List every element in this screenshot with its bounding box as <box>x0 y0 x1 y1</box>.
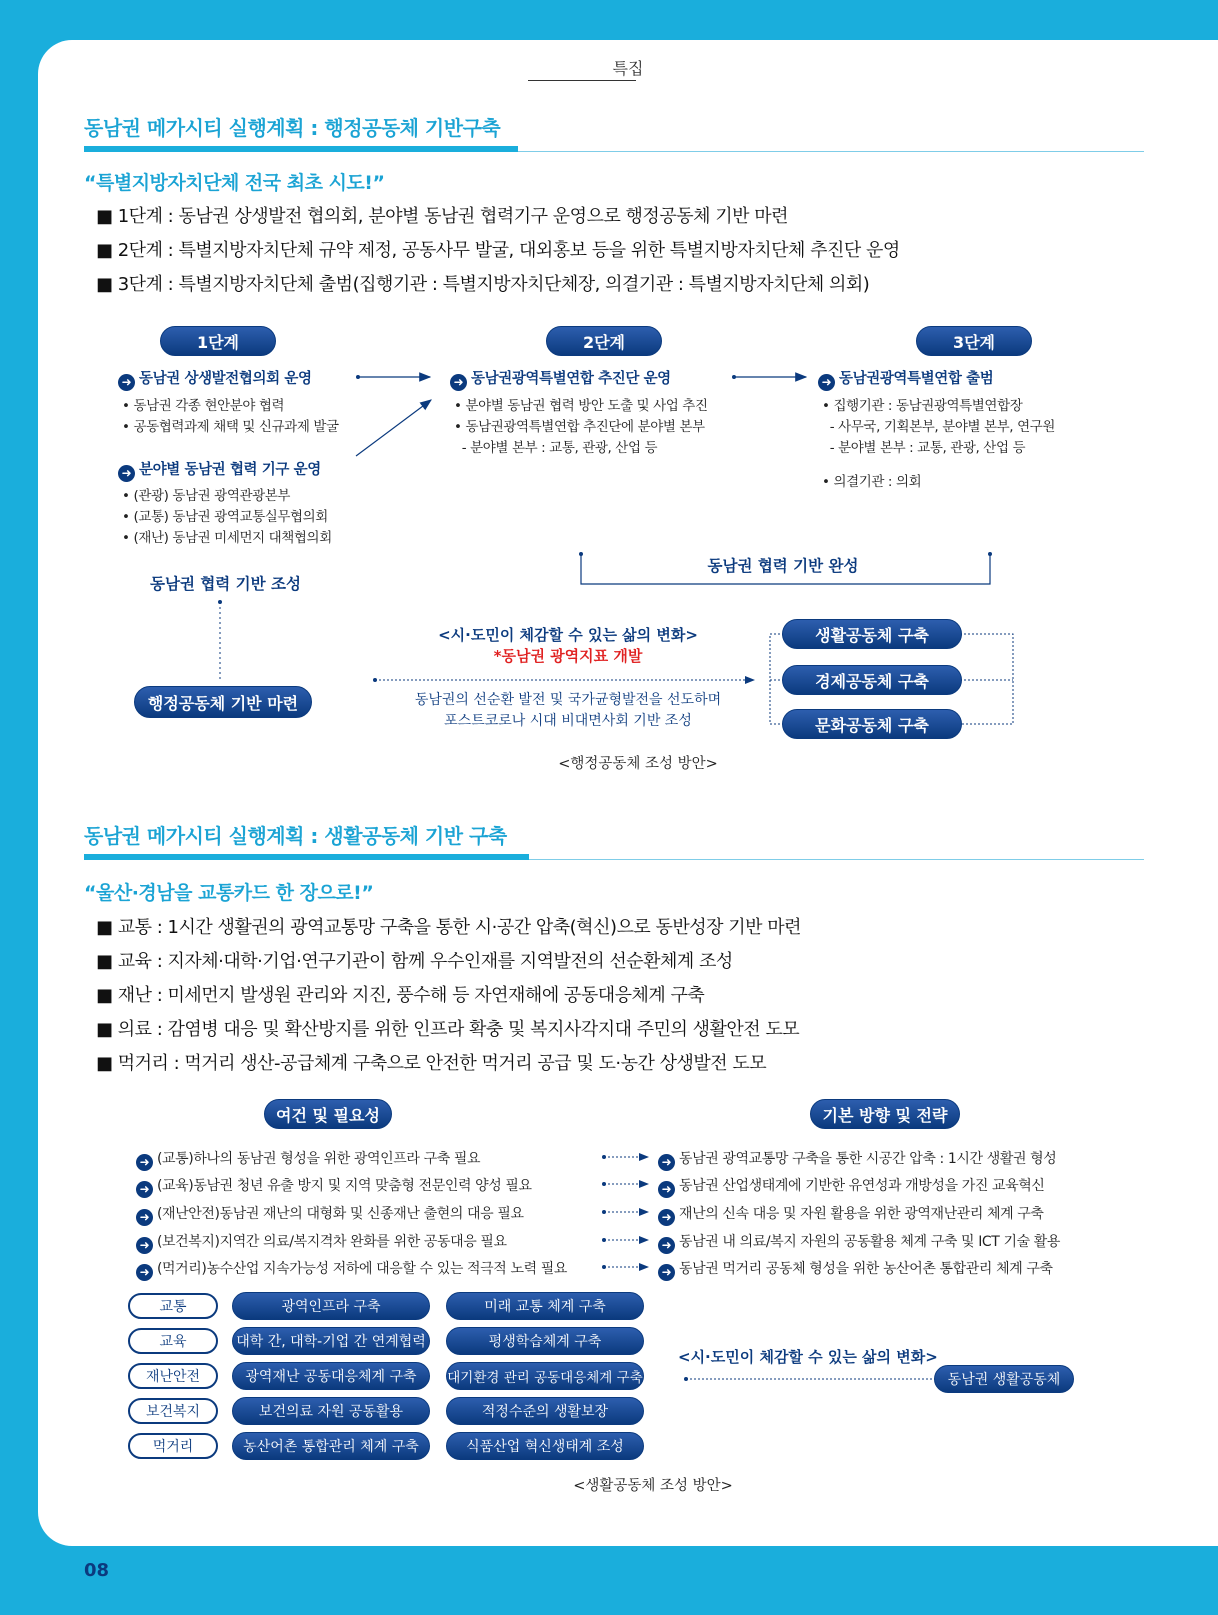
section2-bullet: ■ 교육 : 지자체·대학·기업·연구기관이 함께 우수인재를 지역발전의 선순환체계 조성 <box>96 951 733 972</box>
action-pill: 대기환경 관리 공동대응체계 구축 <box>446 1362 644 1390</box>
stage1-heading: ➜ 동남권 상생발전협의회 운영 <box>118 367 312 391</box>
category-pill: 재난안전 <box>128 1363 218 1389</box>
result-pill: 동남권 생활공동체 <box>934 1365 1074 1393</box>
base-complete-label: 동남권 협력 기반 완성 <box>707 557 859 575</box>
arrow-circle-icon: ➜ <box>136 1209 153 1226</box>
outcome-pill: 생활공동체 구축 <box>782 619 962 649</box>
arrow-circle-icon: ➜ <box>450 374 467 391</box>
stage1-item: • (교통) 동남권 광역교통실무협의회 <box>122 509 328 525</box>
need-item: ➜ (보건복지)지역간 의료/복지격차 완화를 위한 공동대응 필요 <box>136 1231 507 1254</box>
section2-bullet: ■ 재난 : 미세먼지 발생원 관리와 지진, 풍수해 등 자연재해에 공동대응체계 구축 <box>96 985 705 1006</box>
strategy-item: ➜ 동남권 산업생태계에 기반한 유연성과 개방성을 가진 교육혁신 <box>658 1175 1045 1198</box>
category-pill: 교육 <box>128 1328 218 1354</box>
strategy-item: ➜ 동남권 내 의료/복지 자원의 공동활용 체계 구축 및 ICT 기술 활용 <box>658 1231 1060 1254</box>
need-item: ➜ (먹거리)농수산업 지속가능성 저하에 대응할 수 있는 적극적 노력 필요 <box>136 1258 567 1281</box>
arrow-circle-icon: ➜ <box>658 1237 675 1254</box>
need-item: ➜ (재난안전)동남권 재난의 대형화 및 신종재난 출현의 대응 필요 <box>136 1203 524 1226</box>
action-pill: 평생학습체계 구축 <box>446 1327 644 1355</box>
stage2-item: • 동남권광역특별연합 추진단에 분야별 본부 <box>454 419 705 435</box>
section2-title: 동남권 메가시티 실행계획 : 생활공동체 기반 구축 <box>84 824 507 848</box>
section2-connectors <box>38 40 1218 1546</box>
section1-bullet: ■ 3단계 : 특별지방자치단체 출범(집행기관 : 특별지방자치단체장, 의결기관 : 특별지방자치단체 의회) <box>96 274 870 295</box>
section2-bullet: ■ 의료 : 감염병 대응 및 확산방지를 위한 인프라 확충 및 복지사각지대 주민의 생활안전 도모 <box>96 1019 800 1040</box>
section1-bullet: ■ 2단계 : 특별지방자치단체 규약 제정, 공동사무 발굴, 대외홍보 등을 위한 특별지방자치단체 추진단 운영 <box>96 240 900 261</box>
action-pill: 적정수준의 생활보장 <box>446 1397 644 1425</box>
action-pill: 식품산업 혁신생태계 조성 <box>446 1432 644 1460</box>
section1-quote: “특별지방자치단체 전국 최초 시도!” <box>84 172 385 194</box>
section2-caption: <생활공동체 조성 방안> <box>573 1478 733 1494</box>
category-pill: 보건복지 <box>128 1398 218 1424</box>
action-pill: 대학 간, 대학-기업 간 연계협력 <box>232 1327 430 1355</box>
page-panel <box>38 40 1218 1546</box>
stage2-heading: ➜ 동남권광역특별연합 추진단 운영 <box>450 367 671 391</box>
stage2-pill: 2단계 <box>546 326 662 356</box>
stage1-item: • 동남권 각종 현안분야 협력 <box>122 398 285 414</box>
section2-bullet: ■ 교통 : 1시간 생활권의 광역교통망 구축을 통한 시·공간 압축(혁신)으로 동반성장 기반 마련 <box>96 917 802 938</box>
stage2-item: • 분야별 동남권 협력 방안 도출 및 사업 추진 <box>454 398 708 414</box>
change-title: <시·도민이 체감할 수 있는 삶의 변화> <box>438 626 698 644</box>
arrow-circle-icon: ➜ <box>818 374 835 391</box>
section1-caption: <행정공동체 조성 방안> <box>558 756 718 772</box>
stage1-heading2: ➜ 분야별 동남권 협력 기구 운영 <box>118 458 321 482</box>
stage3-item: • 의결기관 : 의회 <box>822 474 922 490</box>
strategy-title-pill: 기본 방향 및 전략 <box>810 1099 960 1129</box>
strategy-item: ➜ 재난의 신속 대응 및 자원 활용을 위한 광역재난관리 체계 구축 <box>658 1203 1044 1226</box>
indicator-note: *동남권 광역지표 개발 <box>493 647 643 665</box>
arrow-circle-icon: ➜ <box>658 1264 675 1281</box>
arrow-circle-icon: ➜ <box>658 1209 675 1226</box>
action-pill: 보건의료 자원 공동활용 <box>232 1397 430 1425</box>
base-formation-label: 동남권 협력 기반 조성 <box>150 575 301 593</box>
need-item: ➜ (교통)하나의 동남권 형성을 위한 광역인프라 구축 필요 <box>136 1148 480 1171</box>
outcome-pill: 경제공동체 구축 <box>782 665 962 695</box>
arrow-circle-icon: ➜ <box>136 1237 153 1254</box>
section-header: 특집 <box>612 59 644 78</box>
arrow-circle-icon: ➜ <box>658 1181 675 1198</box>
arrow-circle-icon: ➜ <box>136 1181 153 1198</box>
strategy-item: ➜ 동남권 먹거리 공동체 형성을 위한 농산어촌 통합관리 체계 구축 <box>658 1258 1053 1281</box>
stage3-heading: ➜ 동남권광역특별연합 출범 <box>818 367 993 391</box>
admin-base-pill: 행정공동체 기반 마련 <box>134 686 312 718</box>
stage1-pill: 1단계 <box>160 326 276 356</box>
stage2-item: - 분야별 본부 : 교통, 관광, 산업 등 <box>454 440 658 456</box>
stage3-pill: 3단계 <box>916 326 1032 356</box>
page-number: 08 <box>84 1560 110 1581</box>
change-description: 동남권의 선순환 발전 및 국가균형발전을 선도하며 포스트코로나 시대 비대면사회 기반 조성 <box>414 692 722 729</box>
needs-title-pill: 여건 및 필요성 <box>264 1099 392 1129</box>
arrow-circle-icon: ➜ <box>136 1264 153 1281</box>
stage1-item: • 공동협력과제 채택 및 신규과제 발굴 <box>122 419 339 435</box>
outcome-pill: 문화공동체 구축 <box>782 709 962 739</box>
need-item: ➜ (교육)동남권 청년 유출 방지 및 지역 맞춤형 전문인력 양성 필요 <box>136 1175 532 1198</box>
category-pill: 교통 <box>128 1293 218 1319</box>
stage3-item: - 분야별 본부 : 교통, 관광, 산업 등 <box>822 440 1026 456</box>
stage3-item: - 사무국, 기획본부, 분야별 본부, 연구원 <box>822 419 1055 435</box>
section2-quote: “울산·경남을 교통카드 한 장으로!” <box>84 882 374 904</box>
arrow-circle-icon: ➜ <box>658 1154 675 1171</box>
section2-bullet: ■ 먹거리 : 먹거리 생산-공급체계 구축으로 안전한 먹거리 공급 및 도·농간 상생발전 도모 <box>96 1053 767 1074</box>
stage1-item: • (재난) 동남권 미세먼지 대책협의회 <box>122 530 332 546</box>
stage3-item: • 집행기관 : 동남권광역특별연합장 <box>822 398 1023 414</box>
action-pill: 광역인프라 구축 <box>232 1292 430 1320</box>
section1-title: 동남권 메가시티 실행계획 : 행정공동체 기반구축 <box>84 116 501 140</box>
section1-bullet: ■ 1단계 : 동남권 상생발전 협의회, 분야별 동남권 협력기구 운영으로 행정공동체 기반 마련 <box>96 206 788 227</box>
strategy-item: ➜ 동남권 광역교통망 구축을 통한 시공간 압축 : 1시간 생활권 형성 <box>658 1148 1056 1171</box>
action-pill: 농산어촌 통합관리 체계 구축 <box>232 1432 430 1460</box>
action-pill: 광역재난 공동대응체계 구축 <box>232 1362 430 1390</box>
arrow-circle-icon: ➜ <box>118 465 135 482</box>
arrow-circle-icon: ➜ <box>136 1154 153 1171</box>
arrow-circle-icon: ➜ <box>118 374 135 391</box>
stage1-item: • (관광) 동남권 광역관광본부 <box>122 488 291 504</box>
category-pill: 먹거리 <box>128 1433 218 1459</box>
action-pill: 미래 교통 체계 구축 <box>446 1292 644 1320</box>
change-title-2: <시·도민이 체감할 수 있는 삶의 변화> <box>678 1348 938 1366</box>
